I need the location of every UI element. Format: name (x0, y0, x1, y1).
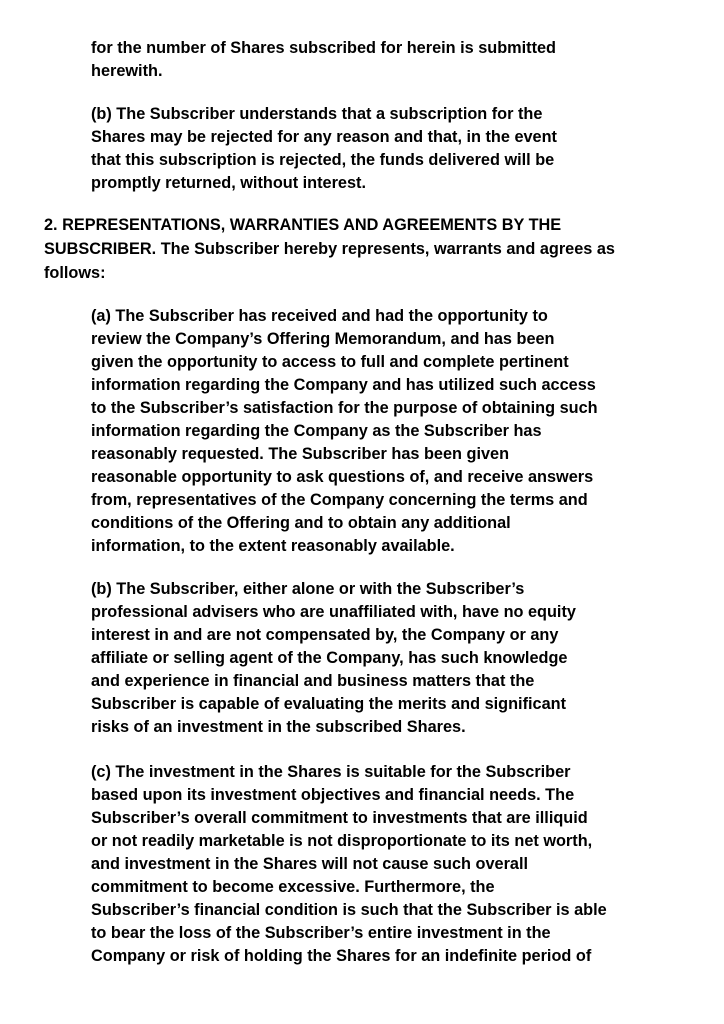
text-line: SUBSCRIBER. The Subscriber hereby represents, warrants and agrees as (44, 240, 615, 258)
text-line: that this subscription is rejected, the funds delivered will be (91, 151, 555, 169)
text-line: information regarding the Company as the Subscriber has (91, 422, 542, 440)
text-line: (a) The Subscriber has received and had the opportunity to (91, 307, 548, 325)
text-line: (c) The investment in the Shares is suitable for the Subscriber (91, 763, 571, 781)
text-line: herewith. (91, 62, 163, 80)
text-line: Subscriber’s overall commitment to investments that are illiquid (91, 809, 588, 827)
text-line: (b) The Subscriber understands that a subscription for the (91, 105, 543, 123)
text-line: Shares may be rejected for any reason and that, in the event (91, 128, 557, 146)
text-line: review the Company’s Offering Memorandum, and has been (91, 330, 555, 348)
text-line: reasonable opportunity to ask questions of, and receive answers (91, 468, 594, 486)
text-line: and investment in the Shares will not cause such overall (91, 855, 529, 873)
text-line: commitment to become excessive. Furthermore, the (91, 878, 495, 896)
text-line: from, representatives of the Company concerning the terms and (91, 491, 588, 509)
text-line: reasonably requested. The Subscriber has been given (91, 445, 510, 463)
text-line: follows: (44, 264, 106, 282)
text-line: to the Subscriber’s satisfaction for the purpose of obtaining such (91, 399, 598, 417)
text-line: risks of an investment in the subscribed Shares. (91, 718, 466, 736)
text-line: Company or risk of holding the Shares for an indefinite period of (91, 947, 592, 965)
text-line: to bear the loss of the Subscriber’s entire investment in the (91, 924, 551, 942)
text-line: or not readily marketable is not disproportionate to its net worth, (91, 832, 593, 850)
text-line: Subscriber is capable of evaluating the merits and significant (91, 695, 566, 713)
text-line: Subscriber’s financial condition is such that the Subscriber is able (91, 901, 607, 919)
text-line: (b) The Subscriber, either alone or with the Subscriber’s (91, 580, 525, 598)
text-line: for the number of Shares subscribed for herein is submitted (91, 39, 557, 57)
text-line: information regarding the Company and has utilized such access (91, 376, 596, 394)
text-line: information, to the extent reasonably available. (91, 537, 455, 555)
text-line: based upon its investment objectives and financial needs. The (91, 786, 575, 804)
text-line: promptly returned, without interest. (91, 174, 366, 192)
text-line: interest in and are not compensated by, the Company or any (91, 626, 559, 644)
text-line: conditions of the Offering and to obtain any additional (91, 514, 511, 532)
text-line: and experience in financial and business matters that the (91, 672, 535, 690)
text-line: 2. REPRESENTATIONS, WARRANTIES AND AGREEMENTS BY THE (44, 216, 562, 234)
text-line: given the opportunity to access to full and complete pertinent (91, 353, 569, 371)
text-line: affiliate or selling agent of the Company, has such knowledge (91, 649, 568, 667)
text-line: professional advisers who are unaffiliated with, have no equity (91, 603, 576, 621)
